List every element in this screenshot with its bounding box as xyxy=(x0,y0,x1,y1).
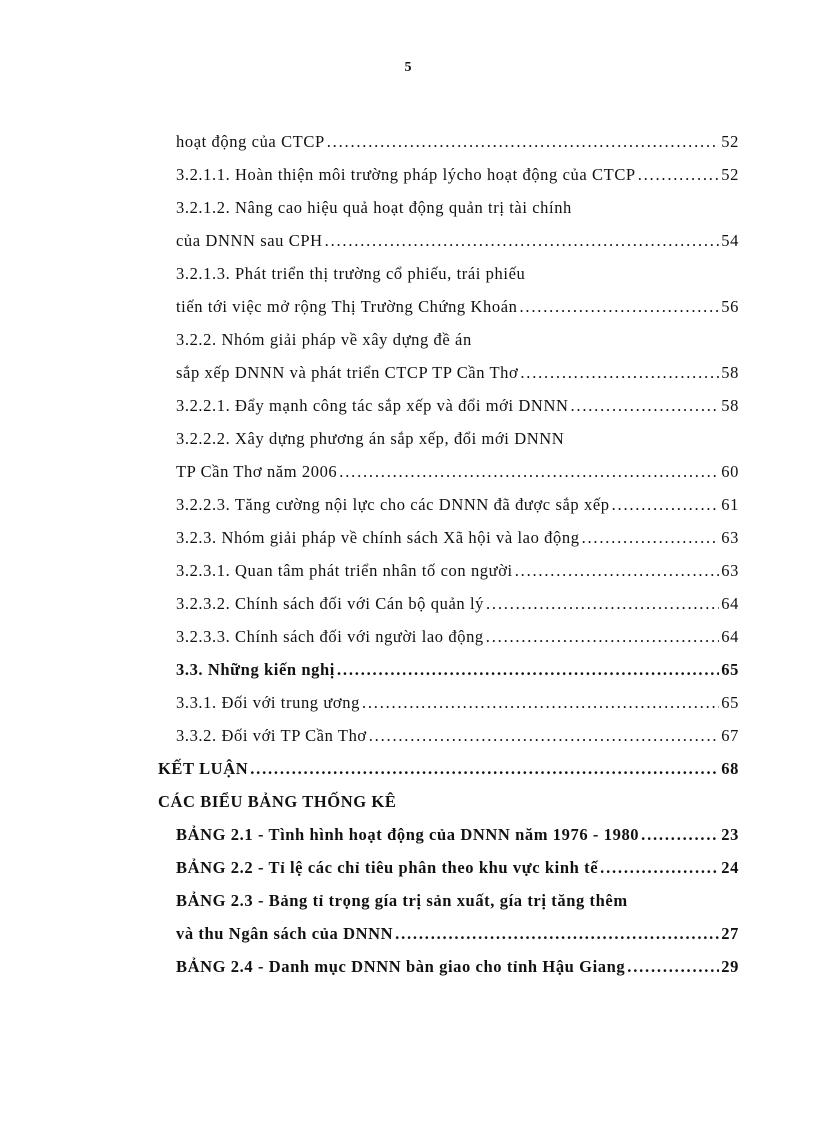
toc-entry xyxy=(176,891,739,915)
leader-dots xyxy=(325,231,720,251)
toc-entry-title: 3.2.1.2. Nâng cao hiệu quả hoạt động quản trị tài chính xyxy=(176,198,572,217)
toc-entry-page: 29 xyxy=(721,957,739,976)
toc-entry-title: 3.2.3.1. Quan tâm phát triển nhân tố con người xyxy=(176,561,513,580)
toc-entry xyxy=(176,231,739,255)
toc-entry-title: 3.2.3.3. Chính sách đối với người lao động xyxy=(176,627,484,646)
toc-entry-page: 65 xyxy=(721,660,739,679)
toc-entry-title: 3.2.2.2. Xây dựng phương án sắp xếp, đổi mới DNNN xyxy=(176,429,565,448)
toc-entry-page: 67 xyxy=(721,726,739,745)
toc-entry-page: 63 xyxy=(721,561,739,580)
toc-entry xyxy=(176,957,739,981)
leader-dots xyxy=(520,363,719,383)
toc-entry xyxy=(176,594,739,618)
toc-entry-title: hoạt động của CTCP xyxy=(176,132,325,151)
toc-entry-title: 3.2.3.2. Chính sách đối với Cán bộ quản lý xyxy=(176,594,484,613)
toc-entry xyxy=(176,726,739,750)
toc-entry-page: 60 xyxy=(721,462,739,481)
leader-dots xyxy=(486,627,720,647)
toc-entry xyxy=(158,792,739,816)
leader-dots xyxy=(327,132,720,152)
toc-entry-title: 3.3.2. Đối với TP Cần Thơ xyxy=(176,726,367,745)
toc-entry-page: 63 xyxy=(721,528,739,547)
toc-entry xyxy=(176,396,739,420)
toc-entry-title: TP Cần Thơ năm 2006 xyxy=(176,462,338,481)
toc-entry xyxy=(176,495,739,519)
toc-entry xyxy=(176,660,739,684)
toc-entry xyxy=(176,528,739,552)
toc-entry-title: KẾT LUẬN xyxy=(158,759,249,778)
leader-dots xyxy=(337,660,719,680)
leader-dots xyxy=(612,495,720,515)
leader-dots xyxy=(362,693,719,713)
leader-dots xyxy=(582,528,720,548)
toc-entry-title: và thu Ngân sách của DNNN xyxy=(176,924,394,943)
leader-dots xyxy=(250,759,719,779)
leader-dots xyxy=(395,924,719,944)
toc-entry-page: 65 xyxy=(721,693,739,712)
leader-dots xyxy=(627,957,719,977)
toc-entry xyxy=(158,759,739,783)
toc-entry-page: 27 xyxy=(721,924,739,943)
toc-entry-page: 64 xyxy=(721,594,739,613)
toc-entry xyxy=(176,363,739,387)
toc-entry-page: 58 xyxy=(721,396,739,415)
toc-entry-title: sắp xếp DNNN và phát triển CTCP TP Cần Thơ xyxy=(176,363,519,382)
toc-entry xyxy=(176,297,739,321)
toc-entry-title: CÁC BIỂU BẢNG THỐNG KÊ xyxy=(158,792,397,811)
toc-entry xyxy=(176,330,739,354)
toc-entry-page: 68 xyxy=(721,759,739,778)
toc-entry-title: 3.2.2. Nhóm giải pháp về xây dựng đề án xyxy=(176,330,472,349)
leader-dots xyxy=(520,297,720,317)
leader-dots xyxy=(486,594,719,614)
leader-dots xyxy=(600,858,719,878)
leader-dots xyxy=(641,825,719,845)
toc-entry xyxy=(176,627,739,651)
toc-entry-page: 52 xyxy=(721,165,739,184)
toc-entry xyxy=(176,924,739,948)
toc-entry xyxy=(176,693,739,717)
toc-entry xyxy=(176,858,739,882)
toc-entry-title: BẢNG 2.1 - Tình hình hoạt động của DNNN năm 1976 - 1980 xyxy=(176,825,640,844)
toc-entry xyxy=(176,264,739,288)
toc-entry-title: 3.2.2.3. Tăng cường nội lực cho các DNNN đã được sắp xếp xyxy=(176,495,610,514)
toc-entry-page: 52 xyxy=(721,132,739,151)
toc-entry-title: BẢNG 2.4 - Danh mục DNNN bàn giao cho tỉnh Hậu Giang xyxy=(176,957,626,976)
toc-entry-title: 3.2.1.3. Phát triển thị trường cổ phiếu, trái phiếu xyxy=(176,264,526,283)
page-number: 5 xyxy=(404,60,412,75)
leader-dots xyxy=(369,726,720,746)
toc-entry-page: 23 xyxy=(721,825,739,844)
toc-entry-page: 58 xyxy=(721,363,739,382)
leader-dots xyxy=(638,165,720,185)
toc-entry xyxy=(176,132,739,156)
toc-entry-page: 54 xyxy=(721,231,739,250)
toc-entry-title: 3.2.3. Nhóm giải pháp về chính sách Xã hội và lao động xyxy=(176,528,580,547)
toc-entry-title: BẢNG 2.2 - Tỉ lệ các chỉ tiêu phân theo khu vực kinh tế xyxy=(176,858,599,877)
toc-entry-title: tiến tới việc mở rộng Thị Trường Chứng Khoán xyxy=(176,297,518,316)
toc-entry-title: BẢNG 2.3 - Bảng tỉ trọng gía trị sản xuất, gía trị tăng thêm xyxy=(176,891,628,910)
toc-entry-page: 56 xyxy=(721,297,739,316)
toc-entry-title: 3.2.2.1. Đẩy mạnh công tác sắp xếp và đổi mới DNNN xyxy=(176,396,569,415)
leader-dots xyxy=(339,462,719,482)
toc-entry-title: 3.2.1.1. Hoàn thiện môi trường pháp lýcho hoạt động của CTCP xyxy=(176,165,636,184)
leader-dots xyxy=(515,561,720,581)
leader-dots xyxy=(570,396,719,416)
toc-entry xyxy=(176,561,739,585)
toc-entry-page: 61 xyxy=(721,495,739,514)
toc-entry xyxy=(176,429,739,453)
toc-entry xyxy=(176,462,739,486)
toc-entry-page: 64 xyxy=(721,627,739,646)
toc-entry-title: 3.3. Những kiến nghị xyxy=(176,660,335,679)
toc-entry xyxy=(176,825,739,849)
toc-entry-page: 24 xyxy=(721,858,739,877)
toc-entry-title: của DNNN sau CPH xyxy=(176,231,323,250)
toc-entry-title: 3.3.1. Đối với trung ương xyxy=(176,693,360,712)
toc-entry xyxy=(176,165,739,189)
toc-entry xyxy=(176,198,739,222)
